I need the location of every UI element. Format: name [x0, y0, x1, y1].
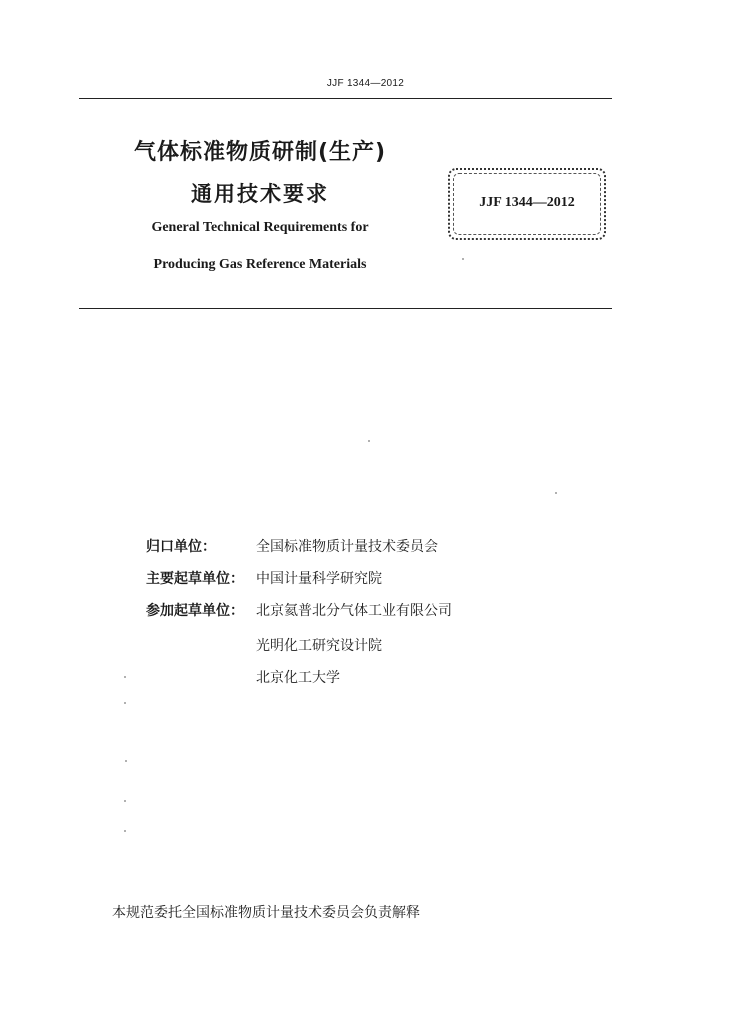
drafting-row-2	[146, 568, 382, 588]
title-cn-line2: 通用技术要求	[191, 182, 329, 206]
title-en-line1: General Technical Requirements for	[151, 220, 369, 235]
participating-drafter-value-1: 北京氦普北分气体工业有限公司	[256, 603, 452, 619]
main-drafter-label: 主要起草单位：	[146, 571, 244, 587]
responsible-unit-value: 全国标准物质计量技术委员会	[256, 539, 438, 555]
title-cn-line1: 气体标准物质研制(生产)	[133, 140, 387, 165]
participating-drafter-label: 参加起草单位：	[146, 603, 244, 619]
speck	[124, 676, 126, 678]
header-code: JJF 1344—2012	[326, 78, 405, 89]
drafting-row-3	[146, 600, 452, 620]
title-rule	[79, 308, 612, 309]
speck	[555, 492, 557, 494]
speck	[124, 830, 126, 832]
title-en-line2: Producing Gas Reference Materials	[153, 257, 367, 272]
participating-drafter-value-2: 光明化工研究设计院	[256, 638, 382, 654]
main-drafter-value: 中国计量科学研究院	[256, 571, 382, 587]
standard-code-box	[448, 168, 606, 240]
responsible-unit-label: 归口单位：	[146, 539, 216, 555]
speck	[124, 702, 126, 704]
speck	[462, 258, 464, 260]
speck	[124, 800, 126, 802]
standard-code: JJF 1344—2012	[479, 195, 575, 210]
drafting-row-1	[146, 536, 438, 556]
interpretation-note: 本规范委托全国标准物质计量技术委员会负责解释	[112, 905, 420, 921]
header-rule	[79, 98, 612, 99]
speck	[368, 440, 370, 442]
participating-drafter-value-3: 北京化工大学	[256, 670, 340, 686]
speck	[125, 760, 127, 762]
